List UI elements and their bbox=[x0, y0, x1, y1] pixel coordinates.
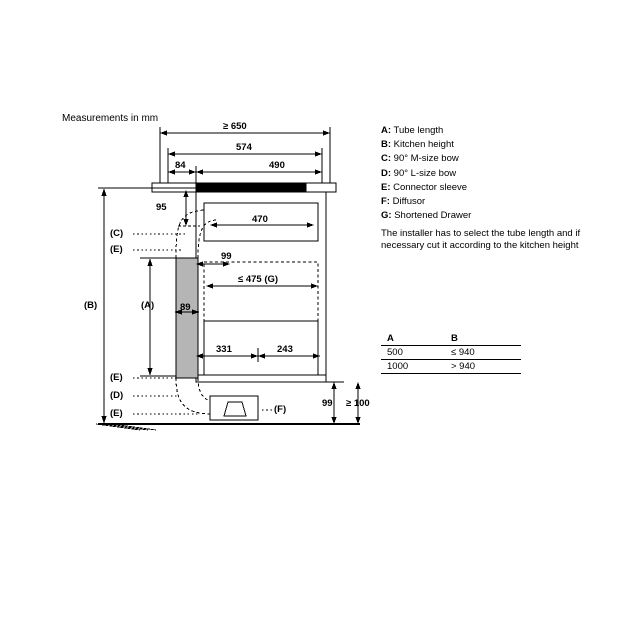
legend-key-d: D: bbox=[381, 167, 392, 179]
dim-label-left-seg: 84 bbox=[175, 160, 186, 171]
callout-d: (D) bbox=[110, 390, 124, 401]
dim-label-drop-95: 95 bbox=[156, 202, 167, 213]
dim-label-top-overall: ≥ 650 bbox=[223, 121, 247, 132]
callout-c: (C) bbox=[110, 228, 124, 239]
legend-label-c: 90° M-size bow bbox=[393, 153, 459, 165]
dim-label-drawer-max: ≤ 475 (G) bbox=[238, 274, 279, 285]
dim-label-foot-99: 99 bbox=[322, 398, 333, 409]
units-note: Measurements in mm bbox=[62, 113, 159, 124]
dim-label-min-clearance: ≥ 100 bbox=[346, 398, 370, 409]
legend-key-a: A: bbox=[381, 125, 392, 136]
callout-e-top: (E) bbox=[110, 244, 123, 255]
legend-key-e: E: bbox=[381, 181, 391, 193]
dim-label-top-inner: 574 bbox=[236, 142, 252, 153]
table-cell-b-0: ≤ 940 bbox=[445, 346, 521, 360]
legend-label-b: Kitchen height bbox=[393, 139, 454, 151]
dim-label-base-left: 331 bbox=[216, 344, 232, 355]
dim-label-offset-99: 99 bbox=[221, 251, 232, 262]
table-cell-a-1: 1000 bbox=[381, 360, 445, 374]
dim-label-hob-inner: 470 bbox=[252, 214, 268, 225]
dim-label-tube-width: 89 bbox=[180, 302, 191, 313]
dim-label-base-right: 243 bbox=[277, 344, 293, 355]
legend-key-c: C: bbox=[381, 153, 392, 165]
table-header-b: B bbox=[445, 332, 521, 346]
callout-a: (A) bbox=[141, 300, 155, 311]
callout-e-bottom: (E) bbox=[110, 408, 123, 419]
dim-label-right-seg: 490 bbox=[269, 160, 285, 171]
table-header-a: A bbox=[381, 332, 445, 346]
callout-b: (B) bbox=[84, 300, 98, 311]
legend-label-d: 90° L-size bow bbox=[393, 167, 457, 179]
dim-kitchen-height bbox=[101, 188, 106, 424]
legend-key-f: F: bbox=[381, 196, 390, 208]
table-cell-a-0: 500 bbox=[381, 346, 445, 360]
legend-label-f: Diffusor bbox=[392, 196, 426, 208]
dim-tube-length bbox=[140, 258, 176, 376]
legend-label-a: Tube length bbox=[393, 125, 444, 136]
installer-note: The installer has to select the tube length and if necessary cut it according to the kitchen height bbox=[381, 228, 581, 252]
callout-e-mid: (E) bbox=[110, 372, 123, 383]
callout-f: (F) bbox=[274, 404, 287, 415]
legend-label-g: Shortened Drawer bbox=[394, 210, 472, 222]
table-cell-b-1: > 940 bbox=[445, 360, 521, 374]
dim-top-overall bbox=[160, 127, 330, 186]
legend-label-e: Connector sleeve bbox=[393, 181, 468, 193]
legend-key-b: B: bbox=[381, 139, 392, 151]
legend-key-g: G: bbox=[381, 210, 392, 222]
